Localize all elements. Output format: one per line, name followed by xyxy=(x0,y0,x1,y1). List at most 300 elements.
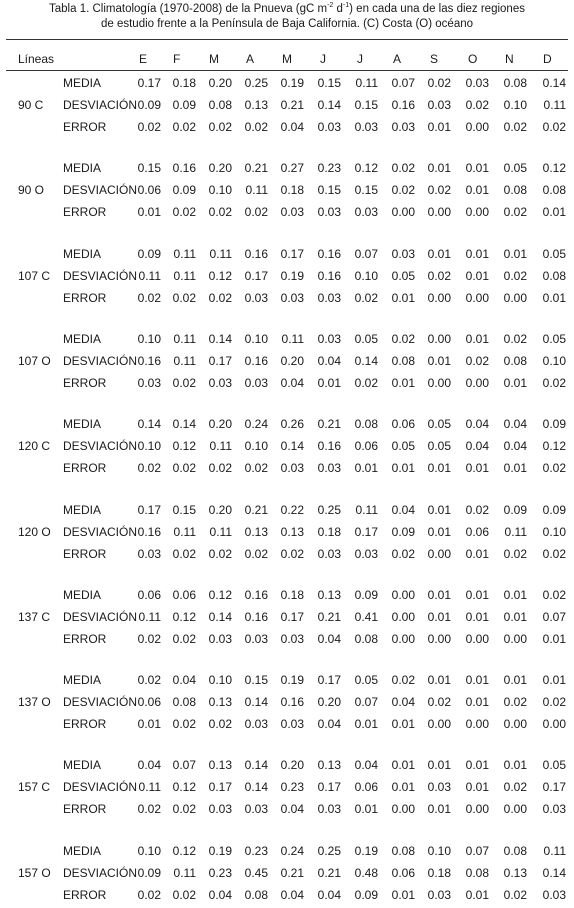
table-cell: 0.02 xyxy=(354,376,378,390)
table-cell: 0.02 xyxy=(354,291,378,305)
table-cell: 0.14 xyxy=(244,780,268,794)
table-cell: 0.01 xyxy=(391,780,415,794)
table-cell: 0.01 xyxy=(391,717,415,731)
table-cell: 0.03 xyxy=(391,120,415,134)
table-cell: 0.26 xyxy=(280,417,304,431)
table-cell: 0.19 xyxy=(280,76,304,90)
table-cell: 0.05 xyxy=(391,439,415,453)
table-cell: 0.11 xyxy=(173,269,196,283)
table-cell: 0.03 xyxy=(427,780,451,794)
table-cell: 0.03 xyxy=(354,120,378,134)
table-cell: 0.08 xyxy=(208,98,232,112)
table-row xyxy=(0,332,574,346)
table-cell: 0.00 xyxy=(465,717,489,731)
table-cell: 0.10 xyxy=(354,269,378,283)
table-cell: 0.14 xyxy=(244,758,268,772)
table-cell: 0.02 xyxy=(172,291,196,305)
table-cell: 0.19 xyxy=(208,844,232,858)
table-row xyxy=(0,802,574,816)
table-cell: 0.11 xyxy=(355,503,378,517)
table-cell: 0.01 xyxy=(465,269,489,283)
header-lines: Líneas xyxy=(18,52,55,66)
table-cell: 0.03 xyxy=(465,76,489,90)
stat-label: DESVIACIÓN xyxy=(63,183,138,197)
table-cell: 0.02 xyxy=(208,717,232,731)
table-cell: 0.02 xyxy=(172,461,196,475)
table-cell: 0.02 xyxy=(542,376,566,390)
header-month: D xyxy=(543,52,552,66)
table-cell: 0.07 xyxy=(172,758,196,772)
table-cell: 0.41 xyxy=(354,610,378,624)
table-cell: 0.07 xyxy=(542,610,566,624)
table-cell: 0.02 xyxy=(503,888,527,902)
table-row xyxy=(0,183,574,197)
table-row xyxy=(0,525,574,539)
caption-sup-2: -1 xyxy=(342,2,350,10)
table-cell: 0.08 xyxy=(503,183,527,197)
table-cell: 0.03 xyxy=(354,205,378,219)
table-cell: 0.00 xyxy=(427,205,451,219)
table-cell: 0.08 xyxy=(244,888,268,902)
table-cell: 0.01 xyxy=(465,673,489,687)
table-cell: 0.01 xyxy=(465,610,489,624)
table-cell: 0.16 xyxy=(172,161,196,175)
table-cell: 0.00 xyxy=(427,376,451,390)
table-cell: 0.04 xyxy=(280,802,304,816)
table-cell: 0.01 xyxy=(542,291,566,305)
stat-label: DESVIACIÓN xyxy=(63,439,138,453)
table-cell: 0.02 xyxy=(542,588,566,602)
table-cell: 0.01 xyxy=(427,673,451,687)
table-cell: 0.12 xyxy=(172,844,196,858)
table-cell: 0.21 xyxy=(317,610,341,624)
table-cell: 0.01 xyxy=(427,461,451,475)
table-group xyxy=(0,586,574,652)
header-month: M xyxy=(282,52,292,66)
table-cell: 0.10 xyxy=(208,673,232,687)
table-cell: 0.16 xyxy=(244,610,268,624)
table-cell: 0.17 xyxy=(542,780,566,794)
table-cell: 0.14 xyxy=(244,695,268,709)
table-cell: 0.01 xyxy=(503,610,527,624)
line-label: 90 C xyxy=(18,98,44,112)
line-label: 120 C xyxy=(18,439,51,453)
table-row xyxy=(0,844,574,858)
table-cell: 0.23 xyxy=(280,780,304,794)
table-cell: 0.08 xyxy=(503,354,527,368)
table-cell: 0.25 xyxy=(317,503,341,517)
table-cell: 0.03 xyxy=(244,291,268,305)
table-cell: 0.02 xyxy=(244,120,268,134)
table-cell: 0.02 xyxy=(465,503,489,517)
table-cell: 0.13 xyxy=(503,866,527,880)
stat-label: DESVIACIÓN xyxy=(63,780,138,794)
table-cell: 0.00 xyxy=(542,717,566,731)
table-cell: 0.00 xyxy=(465,205,489,219)
table-cell: 0.09 xyxy=(391,525,415,539)
table-cell: 0.17 xyxy=(280,247,304,261)
header-month: S xyxy=(430,52,439,66)
table-cell: 0.04 xyxy=(391,503,415,517)
stat-label: MEDIA xyxy=(63,758,102,772)
table-cell: 0.06 xyxy=(465,525,489,539)
table-cell: 0.00 xyxy=(503,632,527,646)
table-group xyxy=(0,415,574,481)
stat-label: ERROR xyxy=(63,888,107,902)
table-cell: 0.16 xyxy=(317,269,341,283)
table-cell: 0.08 xyxy=(503,844,527,858)
table-cell: 0.01 xyxy=(503,247,527,261)
table-cell: 0.00 xyxy=(465,802,489,816)
table-cell: 0.10 xyxy=(137,332,161,346)
table-cell: 0.01 xyxy=(391,376,415,390)
table-cell: 0.00 xyxy=(391,802,415,816)
table-cell: 0.03 xyxy=(244,802,268,816)
table-row xyxy=(0,269,574,283)
table-cell: 0.12 xyxy=(172,610,196,624)
table-cell: 0.05 xyxy=(427,439,451,453)
table-cell: 0.01 xyxy=(465,461,489,475)
stat-label: DESVIACIÓN xyxy=(63,98,138,112)
table-row xyxy=(0,461,574,475)
table-row xyxy=(0,439,574,453)
table-cell: 0.12 xyxy=(208,588,232,602)
table-cell: 0.02 xyxy=(427,183,451,197)
table-group xyxy=(0,501,574,567)
table-cell: 0.01 xyxy=(391,291,415,305)
table-cell: 0.01 xyxy=(137,717,161,731)
table-cell: 0.04 xyxy=(391,695,415,709)
table-cell: 0.02 xyxy=(172,888,196,902)
table-cell: 0.45 xyxy=(244,866,268,880)
table-row xyxy=(0,376,574,390)
table-cell: 0.10 xyxy=(542,525,566,539)
table-cell: 0.11 xyxy=(173,866,196,880)
table-cell: 0.03 xyxy=(427,888,451,902)
table-cell: 0.23 xyxy=(208,866,232,880)
table-cell: 0.09 xyxy=(542,417,566,431)
caption-text-a: Tabla 1. Climatología (1970-2008) de la Pnueva (gC m xyxy=(49,3,328,15)
table-cell: 0.11 xyxy=(543,844,566,858)
table-cell: 0.04 xyxy=(317,717,341,731)
header-month: J xyxy=(320,52,326,66)
table-cell: 0.00 xyxy=(465,632,489,646)
table-cell: 0.02 xyxy=(137,802,161,816)
table-header xyxy=(0,52,574,66)
table-cell: 0.04 xyxy=(465,417,489,431)
table-cell: 0.17 xyxy=(137,503,161,517)
table-cell: 0.01 xyxy=(465,780,489,794)
table-cell: 0.02 xyxy=(208,461,232,475)
table-cell: 0.01 xyxy=(427,588,451,602)
table-cell: 0.03 xyxy=(317,120,341,134)
table-cell: 0.03 xyxy=(244,632,268,646)
header-month: J xyxy=(357,52,363,66)
stat-label: DESVIACIÓN xyxy=(63,695,138,709)
table-cell: 0.05 xyxy=(542,247,566,261)
header-month: E xyxy=(139,52,148,66)
table-cell: 0.03 xyxy=(542,888,566,902)
table-cell: 0.09 xyxy=(137,98,161,112)
table-cell: 0.12 xyxy=(208,269,232,283)
table-cell: 0.02 xyxy=(172,376,196,390)
table-cell: 0.03 xyxy=(354,547,378,561)
table-cell: 0.00 xyxy=(465,120,489,134)
table-cell: 0.00 xyxy=(427,717,451,731)
table-row xyxy=(0,247,574,261)
table-cell: 0.16 xyxy=(244,354,268,368)
table-row xyxy=(0,417,574,431)
table-row xyxy=(0,547,574,561)
table-cell: 0.15 xyxy=(354,98,378,112)
stat-label: MEDIA xyxy=(63,844,102,858)
table-cell: 0.10 xyxy=(137,439,161,453)
table-row xyxy=(0,98,574,112)
table-cell: 0.04 xyxy=(354,758,378,772)
table-cell: 0.08 xyxy=(172,695,196,709)
table-cell: 0.04 xyxy=(280,376,304,390)
table-cell: 0.02 xyxy=(137,673,161,687)
table-cell: 0.02 xyxy=(503,780,527,794)
table-cell: 0.10 xyxy=(427,844,451,858)
stat-label: DESVIACIÓN xyxy=(63,610,138,624)
table-cell: 0.12 xyxy=(172,780,196,794)
stat-label: ERROR xyxy=(63,291,107,305)
table-cell: 0.10 xyxy=(542,354,566,368)
table-cell: 0.02 xyxy=(172,632,196,646)
table-cell: 0.02 xyxy=(503,205,527,219)
table-cell: 0.20 xyxy=(208,161,232,175)
table-cell: 0.02 xyxy=(503,269,527,283)
table-cell: 0.11 xyxy=(543,98,566,112)
table-cell: 0.00 xyxy=(427,632,451,646)
stat-label: MEDIA xyxy=(63,417,102,431)
table-row xyxy=(0,354,574,368)
table-cell: 0.09 xyxy=(137,247,161,261)
table-cell: 0.03 xyxy=(208,802,232,816)
table-caption xyxy=(0,2,574,32)
table-cell: 0.13 xyxy=(280,525,304,539)
table-cell: 0.01 xyxy=(427,525,451,539)
table-cell: 0.01 xyxy=(427,120,451,134)
table-cell: 0.01 xyxy=(503,673,527,687)
table-cell: 0.16 xyxy=(391,98,415,112)
table-cell: 0.03 xyxy=(542,802,566,816)
table-cell: 0.18 xyxy=(427,866,451,880)
table-cell: 0.01 xyxy=(354,717,378,731)
stat-label: DESVIACIÓN xyxy=(63,354,138,368)
table-cell: 0.03 xyxy=(317,461,341,475)
table-cell: 0.01 xyxy=(427,503,451,517)
table-cell: 0.02 xyxy=(280,547,304,561)
table-cell: 0.01 xyxy=(465,695,489,709)
table-cell: 0.08 xyxy=(542,269,566,283)
table-cell: 0.01 xyxy=(503,461,527,475)
table-cell: 0.03 xyxy=(317,332,341,346)
table-row xyxy=(0,866,574,880)
stat-label: ERROR xyxy=(63,802,107,816)
table-cell: 0.01 xyxy=(427,247,451,261)
table-cell: 0.17 xyxy=(354,525,378,539)
table-cell: 0.21 xyxy=(280,98,304,112)
table-row xyxy=(0,610,574,624)
table-cell: 0.19 xyxy=(280,269,304,283)
stat-label: ERROR xyxy=(63,717,107,731)
stat-label: DESVIACIÓN xyxy=(63,525,138,539)
table-group xyxy=(0,330,574,396)
header-month: N xyxy=(505,52,514,66)
table-cell: 0.20 xyxy=(208,417,232,431)
table-cell: 0.09 xyxy=(503,503,527,517)
table-row xyxy=(0,717,574,731)
stat-label: ERROR xyxy=(63,205,107,219)
table-cell: 0.00 xyxy=(427,547,451,561)
table-cell: 0.06 xyxy=(391,417,415,431)
header-month: F xyxy=(173,52,181,66)
table-cell: 0.16 xyxy=(317,439,341,453)
table-cell: 0.02 xyxy=(427,76,451,90)
table-cell: 0.06 xyxy=(137,588,161,602)
table-cell: 0.03 xyxy=(280,461,304,475)
table-cell: 0.01 xyxy=(542,632,566,646)
table-cell: 0.19 xyxy=(280,673,304,687)
table-cell: 0.03 xyxy=(208,376,232,390)
table-cell: 0.11 xyxy=(173,247,196,261)
caption-line-2: de estudio frente a la Península de Baja California. (C) Costa (O) océano xyxy=(100,18,474,30)
table-group xyxy=(0,245,574,311)
table-cell: 0.02 xyxy=(137,461,161,475)
table-cell: 0.08 xyxy=(391,844,415,858)
line-label: 90 O xyxy=(18,183,45,197)
stat-label: MEDIA xyxy=(63,161,102,175)
table-row xyxy=(0,76,574,90)
table-cell: 0.17 xyxy=(317,673,341,687)
table-cell: 0.00 xyxy=(391,205,415,219)
table-cell: 0.01 xyxy=(465,888,489,902)
table-row xyxy=(0,161,574,175)
table-row xyxy=(0,120,574,134)
table-cell: 0.15 xyxy=(317,183,341,197)
table-cell: 0.14 xyxy=(208,610,232,624)
stat-label: DESVIACIÓN xyxy=(63,269,138,283)
table-cell: 0.03 xyxy=(317,291,341,305)
table-cell: 0.15 xyxy=(354,183,378,197)
table-cell: 0.08 xyxy=(465,866,489,880)
table-cell: 0.02 xyxy=(542,547,566,561)
table-row xyxy=(0,291,574,305)
table-cell: 0.01 xyxy=(465,758,489,772)
table-cell: 0.02 xyxy=(244,547,268,561)
table-group xyxy=(0,842,574,908)
table-cell: 0.02 xyxy=(391,547,415,561)
table-cell: 0.06 xyxy=(137,695,161,709)
table-cell: 0.05 xyxy=(354,673,378,687)
table-cell: 0.14 xyxy=(317,98,341,112)
table-cell: 0.00 xyxy=(391,610,415,624)
table-cell: 0.04 xyxy=(317,354,341,368)
table-cell: 0.01 xyxy=(503,758,527,772)
table-cell: 0.15 xyxy=(244,673,268,687)
caption-text-b: d xyxy=(333,3,343,15)
table-cell: 0.02 xyxy=(244,461,268,475)
table-cell: 0.04 xyxy=(503,439,527,453)
table-cell: 0.11 xyxy=(245,183,268,197)
table-cell: 0.11 xyxy=(173,354,196,368)
table-cell: 0.11 xyxy=(173,525,196,539)
table-cell: 0.02 xyxy=(503,695,527,709)
table-cell: 0.12 xyxy=(542,161,566,175)
table-cell: 0.02 xyxy=(208,547,232,561)
table-cell: 0.23 xyxy=(317,161,341,175)
table-cell: 0.25 xyxy=(244,76,268,90)
table-cell: 0.16 xyxy=(137,525,161,539)
table-row xyxy=(0,503,574,517)
table-cell: 0.09 xyxy=(172,183,196,197)
table-cell: 0.10 xyxy=(503,98,527,112)
table-cell: 0.02 xyxy=(427,269,451,283)
caption-text-c: ) en cada una de las diez regiones xyxy=(349,3,525,15)
table-cell: 0.01 xyxy=(317,376,341,390)
table-row xyxy=(0,695,574,709)
table-cell: 0.01 xyxy=(542,673,566,687)
table-cell: 0.18 xyxy=(280,183,304,197)
table-cell: 0.15 xyxy=(172,503,196,517)
table-cell: 0.02 xyxy=(208,120,232,134)
header-month: A xyxy=(393,52,402,66)
table-cell: 0.07 xyxy=(465,844,489,858)
table-cell: 0.02 xyxy=(137,291,161,305)
table-cell: 0.05 xyxy=(354,332,378,346)
table-cell: 0.11 xyxy=(281,332,304,346)
table-row xyxy=(0,632,574,646)
table-cell: 0.04 xyxy=(137,758,161,772)
table-cell: 0.17 xyxy=(208,354,232,368)
table-cell: 0.02 xyxy=(391,332,415,346)
table-cell: 0.23 xyxy=(244,844,268,858)
table-cell: 0.14 xyxy=(172,417,196,431)
table-cell: 0.01 xyxy=(391,461,415,475)
table-cell: 0.06 xyxy=(354,780,378,794)
table-group xyxy=(0,756,574,822)
table-cell: 0.08 xyxy=(542,183,566,197)
stat-label: ERROR xyxy=(63,461,107,475)
table-cell: 0.01 xyxy=(391,888,415,902)
table-cell: 0.04 xyxy=(208,888,232,902)
table-cell: 0.13 xyxy=(244,525,268,539)
table-cell: 0.09 xyxy=(354,888,378,902)
table-cell: 0.18 xyxy=(280,588,304,602)
table-cell: 0.01 xyxy=(137,205,161,219)
table-cell: 0.02 xyxy=(172,205,196,219)
table-cell: 0.03 xyxy=(208,632,232,646)
table-cell: 0.00 xyxy=(427,332,451,346)
table-cell: 0.01 xyxy=(391,758,415,772)
table-cell: 0.11 xyxy=(355,76,378,90)
table-cell: 0.02 xyxy=(391,161,415,175)
header-month: O xyxy=(468,52,478,66)
table-cell: 0.04 xyxy=(503,417,527,431)
table-cell: 0.13 xyxy=(244,98,268,112)
table-cell: 0.03 xyxy=(137,547,161,561)
table-cell: 0.25 xyxy=(317,844,341,858)
table-cell: 0.20 xyxy=(208,503,232,517)
table-row xyxy=(0,588,574,602)
table-cell: 0.13 xyxy=(208,758,232,772)
stat-label: MEDIA xyxy=(63,247,102,261)
stat-label: ERROR xyxy=(63,376,107,390)
table-cell: 0.17 xyxy=(137,76,161,90)
table-cell: 0.09 xyxy=(137,866,161,880)
